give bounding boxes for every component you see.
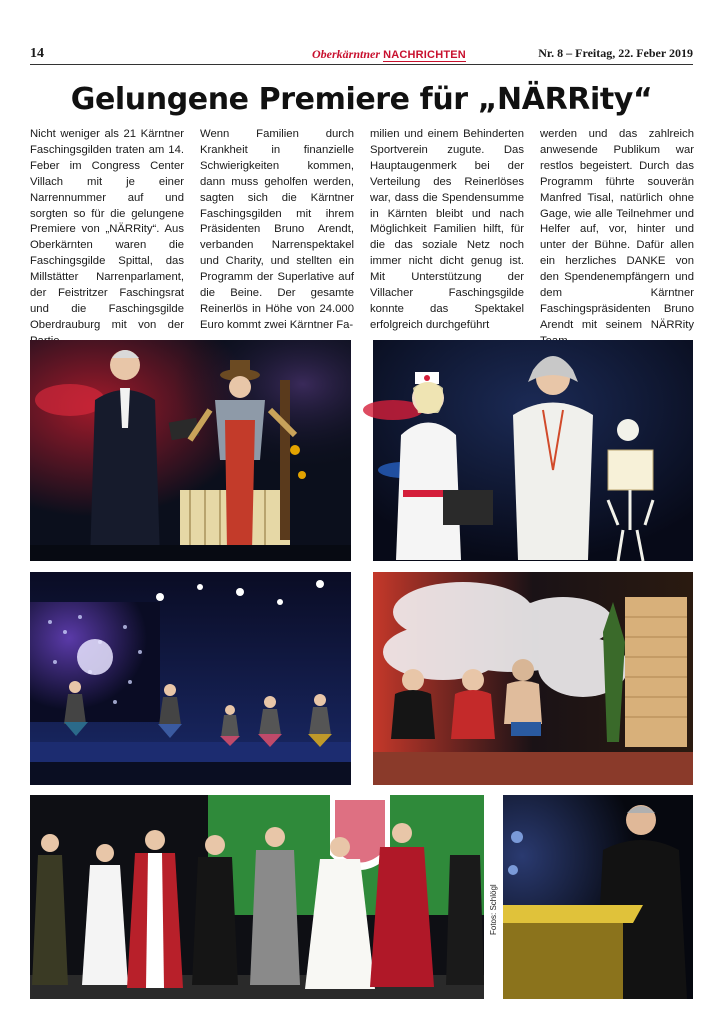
photo-dancers-stage bbox=[30, 572, 351, 785]
masthead-logo bbox=[312, 47, 466, 62]
photo-credit: Fotos: Schlögl bbox=[489, 884, 498, 935]
issue-date: Nr. 8 – Freitag, 22. Feber 2019 bbox=[538, 46, 693, 60]
page-header bbox=[30, 46, 693, 64]
article-column-2: Wenn Familien durch Krankheit in finanzielle Schwierigkeiten kommen, dann muss geholfen werden, sagten sich die Kärntner Faschingsgilden mit ihrem Präsidenten Bruno Arendt, verbanden Narrenspektakel und Charity, und stellten ein Programm der Superlative auf die Beine. Der gesamte Reinerlös in Höhe von 24.000 Euro kommt zwei Kärntner Fa- bbox=[200, 128, 354, 331]
masthead-brand: Oberkärntner bbox=[312, 47, 381, 61]
page-number: 14 bbox=[30, 46, 44, 61]
article-column-1: Nicht weniger als 21 Kärntner Faschingsgilden traten am 14. Feber im Congress Center Villach mit je einer Narrennummer auf und sorgten so für die gelungene Premiere von „NÄRRity“. Aus Oberkärnten waren die Faschingsgilde Spittal, das Millstätter Narrenparlament, der Feistritzer Faschingsrat und die Faschingsgilde Oberdrauburg mit von der bbox=[30, 128, 184, 331]
article-headline: Gelungene Premiere für „NÄRRity“ bbox=[70, 82, 653, 117]
header-rule bbox=[30, 64, 693, 65]
photo-nurse-skeleton bbox=[373, 340, 693, 561]
photo-smoke-sauna bbox=[373, 572, 693, 785]
article-column-4: werden und das zahlreich anwesende Publikum war restlos begeistert. Durch das Programm führte souverän Manfred Tisal, natürlich ohne Gage, wie alle Teilnehmer und Helfer auf, vor, hinter und unter der Bühne. Dafür allen ein herzliches DANKE von den Spendenempfängern und dem Kärntner Faschingspräsidenten Bruno Arendt mit seinem NÄRRity bbox=[540, 128, 694, 331]
photo-speaker-lectern bbox=[503, 795, 693, 999]
photo-host-scarecrow bbox=[30, 340, 351, 561]
photo-faschingsgilde-group bbox=[30, 795, 484, 999]
masthead-section: NACHRICHTEN bbox=[383, 49, 466, 61]
article-column-3: milien und einem Behinderten Sportverein zugute. Das Hauptaugenmerk bei der Verteilung des Reinerlöses war, dass die Spendensumme in Kärnten bleibt und nach Möglichkeit Familien hilft, für die das soziale Netz noch immer nicht dicht genug ist. Mit Unterstützung der Villacher Faschingsgilde konnte das Spektakel erfolgreich durchgeführt bbox=[370, 128, 524, 331]
